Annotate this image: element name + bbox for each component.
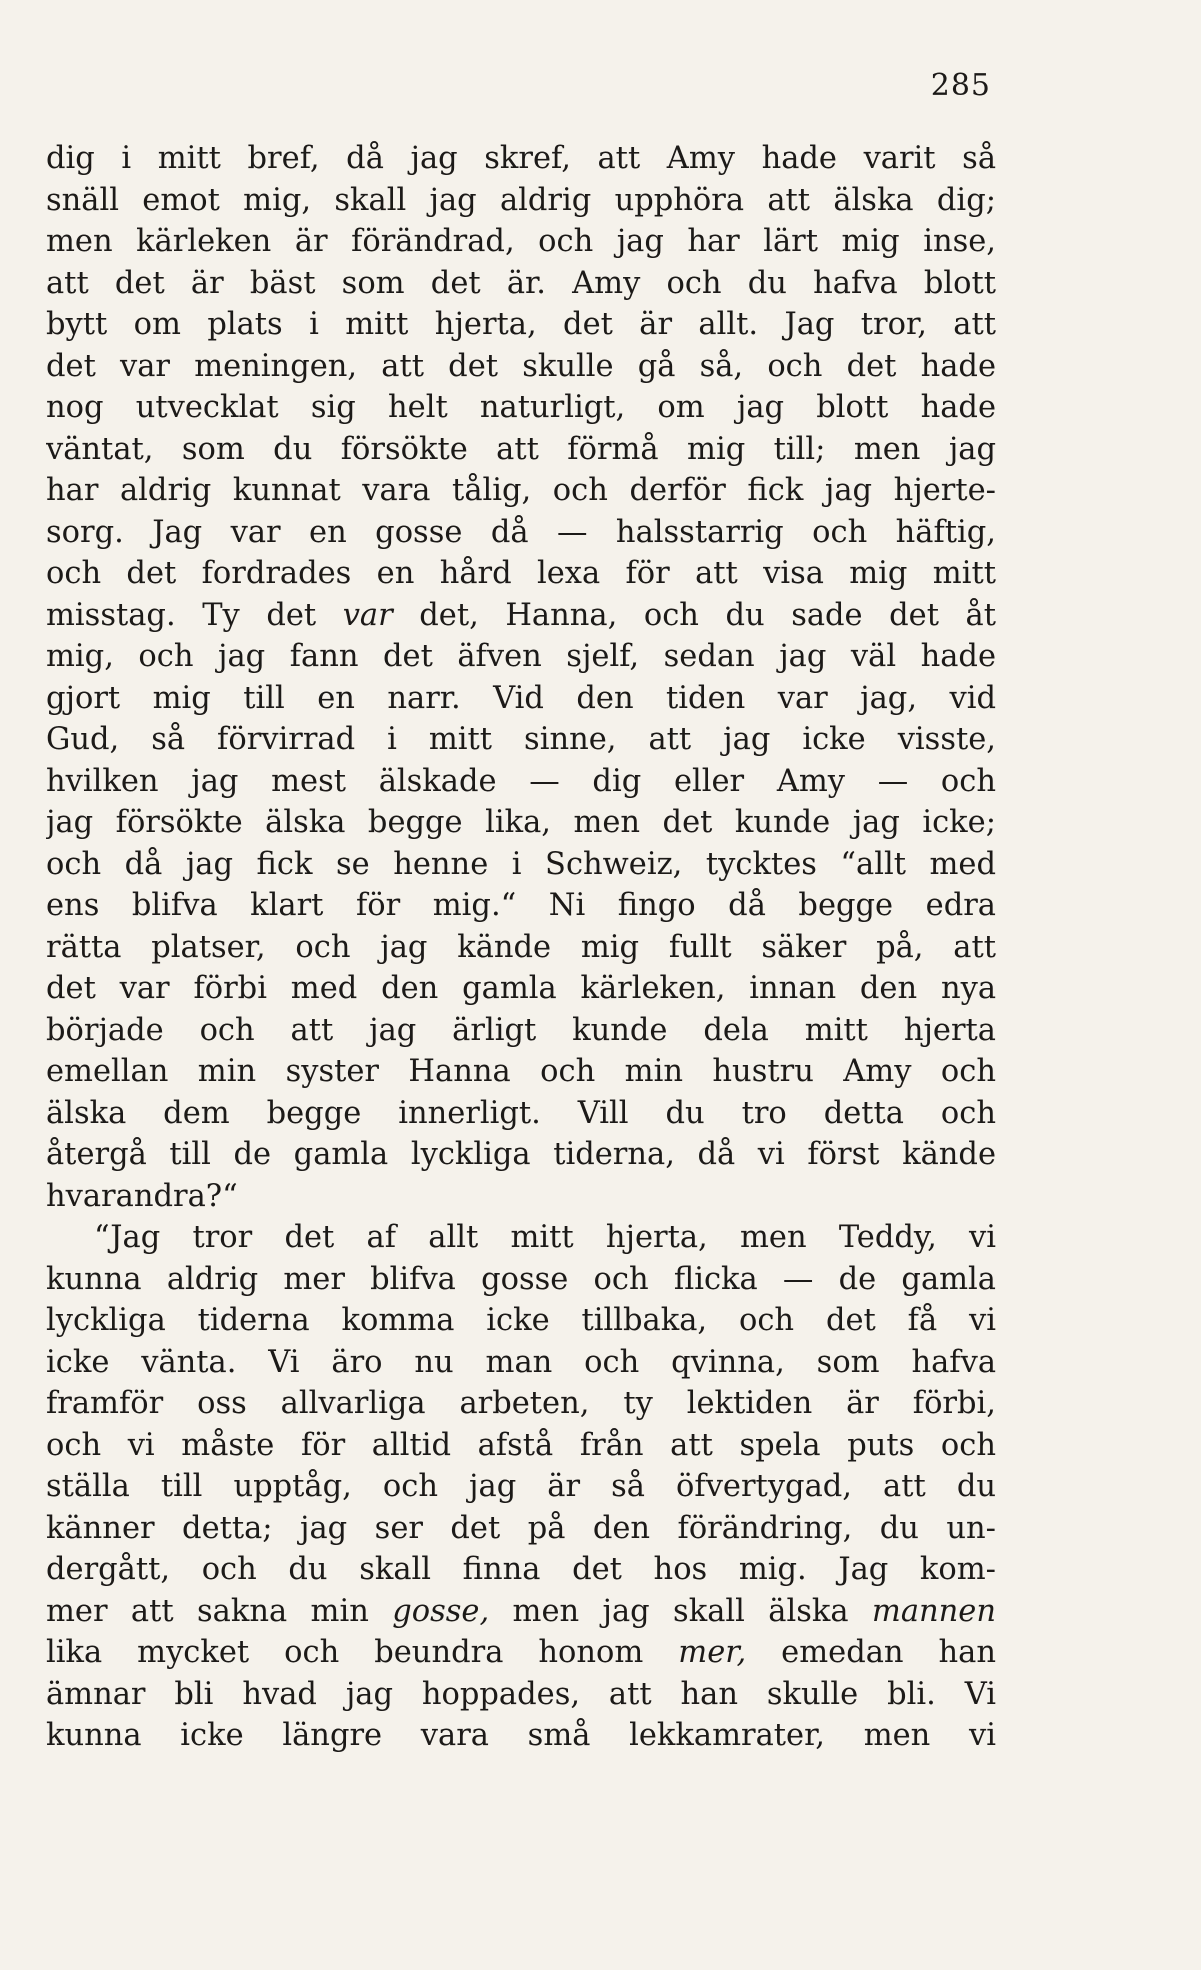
italic-text: gosse, (392, 1593, 490, 1629)
text-line: kunna aldrig mer blifva gosse och flicka — de gamla (46, 1261, 996, 1297)
text-line: återgå till de gamla lyckliga tiderna, då vi först kände (46, 1137, 996, 1172)
text-line: lyckliga tiderna komma icke tillbaka, och det få vi (46, 1303, 996, 1338)
text-line (46, 1632, 996, 1674)
italic-text: mer, (678, 1635, 747, 1670)
text-line: gjort mig till en narr. Vid den tiden var jag, vid (46, 680, 996, 716)
text-segment: det, Hanna, och du sade det åt (392, 597, 996, 633)
text-line: snäll emot mig, skall jag aldrig upphöra att älska dig; (46, 182, 996, 218)
text-line: framför oss allvarliga arbeten, ty lektiden är förbi, (46, 1386, 996, 1421)
text-line: ens blifva klart för mig.“ Ni fingo då begge edra (46, 888, 996, 923)
text-line: emellan min syster Hanna och min hustru Amy och (46, 1054, 996, 1089)
text-line: känner detta; jag ser det på den förändring, du un- (46, 1510, 996, 1546)
text-segment: lika mycket och beundra honom (46, 1635, 679, 1670)
text-line: väntat, som du försökte att förmå mig till; men jag (46, 431, 996, 467)
text-line: började och att jag ärligt kunde dela mitt hjerta (46, 1012, 996, 1048)
text-line: ämnar bli hvad jag hoppades, att han skulle bli. Vi (46, 1676, 996, 1712)
text-line: icke vänta. Vi äro nu man och qvinna, som hafva (46, 1344, 996, 1380)
text-line: nog utvecklat sig helt naturligt, om jag blott hade (46, 390, 996, 425)
text-line: har aldrig kunnat vara tålig, och derför fick jag hjerte- (46, 473, 996, 508)
text-line: men kärleken är förändrad, och jag har lärt mig inse, (46, 224, 996, 259)
body-text (46, 138, 996, 1757)
text-line: det var förbi med den gamla kärleken, innan den nya (46, 971, 996, 1006)
italic-text: mannen (871, 1593, 996, 1629)
italic-text: var (342, 597, 393, 633)
text-line: och vi måste för alltid afstå från att spela puts och (46, 1427, 996, 1463)
text-line: älska dem begge innerligt. Vill du tro detta och (46, 1095, 996, 1131)
text-line (46, 1591, 996, 1633)
text-line (46, 595, 996, 637)
text-line: bytt om plats i mitt hjerta, det är allt. Jag tror, att (46, 307, 996, 342)
text-line: dig i mitt bref, då jag skref, att Amy hade varit så (46, 141, 996, 176)
text-line: och det fordrades en hård lexa för att visa mig mitt (46, 556, 996, 591)
text-line: dergått, och du skall finna det hos mig. Jag kom- (46, 1552, 996, 1587)
text-segment: emedan han (746, 1635, 996, 1670)
text-line: hvilken jag mest älskade — dig eller Amy — och (46, 763, 996, 799)
text-line: mig, och jag fann det äfven sjelf, sedan jag väl hade (46, 639, 996, 674)
text-line: sorg. Jag var en gosse då — halsstarrig och häftig, (46, 514, 996, 550)
text-line: jag försökte älska begge lika, men det kunde jag icke; (46, 805, 996, 840)
text-segment: misstag. Ty det (46, 597, 343, 633)
text-segment: mer att sakna min (46, 1593, 393, 1629)
text-line: kunna icke längre vara små lekkamrater, men vi (46, 1718, 996, 1753)
text-line: det var meningen, att det skulle gå så, och det hade (46, 348, 996, 384)
text-line: Gud, så förvirrad i mitt sinne, att jag icke visste, (46, 722, 996, 757)
page-number: 285 (930, 68, 991, 103)
text-line: hvarandra?“ (46, 1178, 238, 1214)
text-line: rätta platser, och jag kände mig fullt säker på, att (46, 929, 996, 965)
text-line: och då jag fick se henne i Schweiz, tycktes “allt med (46, 846, 996, 882)
text-line: “Jag tror det af allt mitt hjerta, men Teddy, vi (94, 1220, 996, 1255)
text-line: ställa till upptåg, och jag är så öfvertygad, att du (46, 1469, 996, 1504)
text-line: att det är bäst som det är. Amy och du hafva blott (46, 265, 996, 301)
text-segment: men jag skall älska (489, 1593, 872, 1629)
